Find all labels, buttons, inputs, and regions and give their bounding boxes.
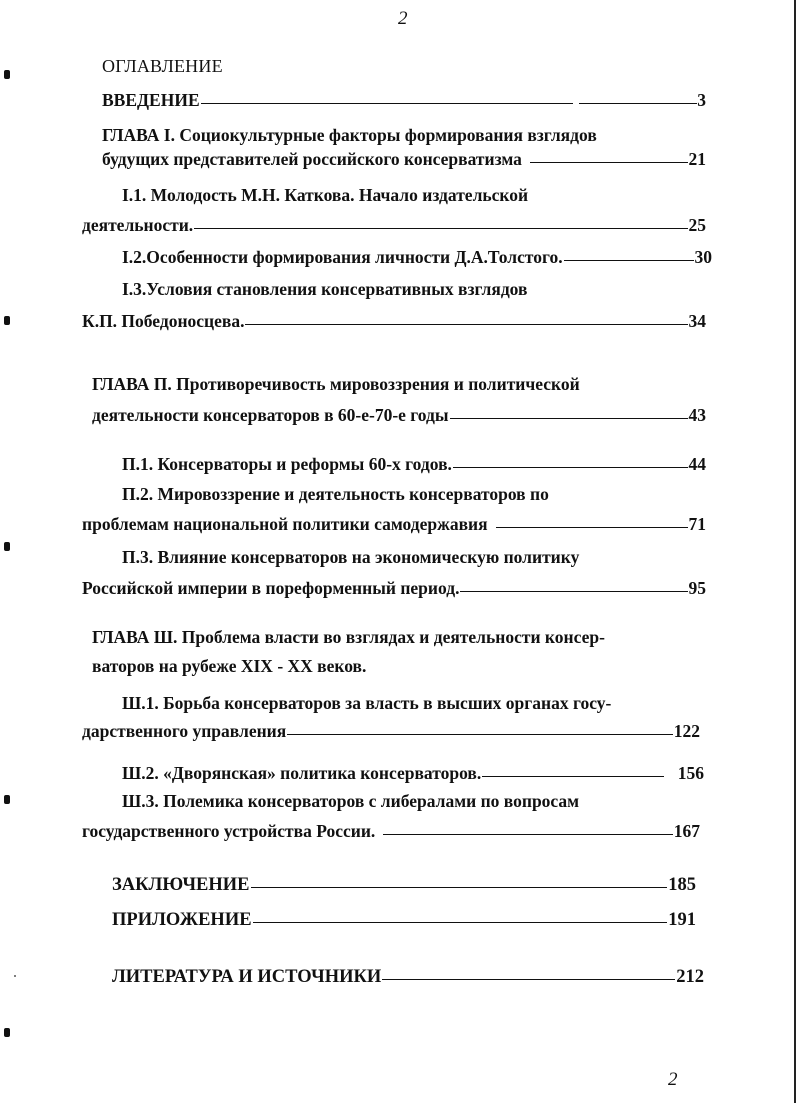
toc-entry-section-2-2[interactable] — [82, 514, 706, 535]
section-1-1-title-line1: I.1. Молодость М.Н. Каткова. Начало издательской — [122, 185, 529, 205]
toc-entry-conclusion[interactable] — [112, 875, 696, 896]
leader-line — [382, 979, 675, 980]
binding-hole-mark — [4, 795, 10, 804]
toc-entry-title: ПРИЛОЖЕНИЕ — [112, 910, 252, 930]
section-1-3-title-line1: I.3.Условия становления консервативных взглядов — [122, 279, 528, 299]
toc-page-number: 71 — [688, 514, 706, 534]
chapter-1-title-line1: ГЛАВА I. Социокультурные факторы формирования взглядов — [102, 125, 597, 145]
page-number-bottom: 2 — [668, 1069, 678, 1090]
leader-line — [194, 228, 687, 229]
toc-page-number: 21 — [688, 149, 706, 169]
toc-page-number: 167 — [673, 821, 700, 841]
section-2-3-title-line1: П.3. Влияние консерваторов на экономическую политику — [122, 547, 580, 567]
toc-page-number: 156 — [677, 763, 704, 783]
toc-page-number: 34 — [688, 311, 706, 331]
toc-heading: ОГЛАВЛЕНИЕ — [102, 56, 223, 76]
leader-line — [245, 324, 687, 325]
leader-line — [496, 527, 688, 528]
leader-line — [453, 467, 688, 468]
toc-entry-title: I.2.Особенности формирования личности Д.А.Толстого. — [122, 247, 563, 267]
toc-entry-section-3-3[interactable] — [82, 821, 700, 842]
section-2-2-title-line1: П.2. Мировоззрение и деятельность консерваторов по — [122, 484, 549, 504]
leader-line — [460, 591, 687, 592]
toc-page-number: 122 — [673, 721, 700, 741]
leader-line — [253, 922, 668, 923]
toc-page-number: 3 — [697, 90, 706, 110]
toc-entry-chapter-2[interactable] — [92, 405, 706, 426]
toc-entry-title: ЗАКЛЮЧЕНИЕ — [112, 875, 250, 895]
leader-line — [530, 162, 688, 163]
chapter-3-title-line1: ГЛАВА Ш. Проблема власти во взглядах и деятельности консер- — [92, 627, 605, 647]
toc-entry-title: дарственного управления — [82, 721, 287, 741]
leader-line — [450, 418, 688, 419]
scan-speck — [14, 975, 16, 977]
leader-line — [579, 103, 697, 104]
toc-entry-title: деятельности. — [82, 215, 194, 235]
toc-entry-title: ЛИТЕРАТУРА И ИСТОЧНИКИ — [112, 967, 382, 987]
toc-entry-title: ВВЕДЕНИЕ — [102, 90, 200, 110]
toc-entry-title: деятельности консерваторов в 60-е-70-е годы — [92, 405, 449, 425]
toc-page-number: 95 — [688, 578, 706, 598]
toc-entry-title: П.1. Консерваторы и реформы 60-х годов. — [122, 454, 452, 474]
toc-entry-section-3-1[interactable] — [82, 721, 700, 742]
toc-page-number: 44 — [688, 454, 706, 474]
leader-line — [564, 260, 694, 261]
binding-hole-mark — [4, 1028, 10, 1037]
toc-entry-literature[interactable] — [112, 967, 704, 988]
toc-entry-appendix[interactable] — [112, 910, 696, 931]
toc-entry-intro[interactable] — [102, 90, 706, 111]
toc-entry-chapter-1[interactable] — [102, 149, 706, 170]
binding-hole-mark — [4, 542, 10, 551]
toc-entry-section-1-2[interactable] — [122, 247, 712, 268]
section-3-3-title-line1: Ш.3. Полемика консерваторов с либералами по вопросам — [122, 791, 580, 811]
section-3-1-title-line1: Ш.1. Борьба консерваторов за власть в высших органах госу- — [122, 693, 612, 713]
leader-line — [251, 887, 668, 888]
toc-entry-title: Ш.2. «Дворянская» политика консерваторов. — [122, 763, 482, 783]
page-number-top: 2 — [398, 8, 408, 29]
leader-line — [287, 734, 673, 735]
toc-page-number: 30 — [694, 247, 712, 267]
toc-entry-section-1-3[interactable] — [82, 311, 706, 332]
toc-page-number: 191 — [668, 910, 696, 930]
binding-hole-mark — [4, 70, 10, 79]
toc-entry-title: будущих представителей российского консерватизма — [102, 149, 522, 169]
chapter-2-title-line1: ГЛАВА П. Противоречивость мировоззрения и политической — [92, 374, 580, 394]
leader-line — [201, 103, 574, 104]
toc-page-number: 212 — [676, 967, 704, 987]
toc-entry-section-1-1[interactable] — [82, 215, 706, 236]
chapter-3-title-line2[interactable]: ваторов на рубеже XIX - XX веков. — [92, 656, 367, 676]
toc-entry-title: К.П. Победоносцева. — [82, 311, 245, 331]
toc-page-number: 25 — [688, 215, 706, 235]
scan-edge-line — [794, 0, 796, 1103]
toc-entry-title: проблемам национальной политики самодержавия — [82, 514, 488, 534]
toc-entry-section-2-1[interactable] — [122, 454, 706, 475]
toc-page-number: 43 — [688, 405, 706, 425]
toc-entry-title: Российской империи в пореформенный период. — [82, 578, 460, 598]
toc-entry-section-3-2[interactable] — [122, 763, 704, 784]
toc-entry-section-2-3[interactable] — [82, 578, 706, 599]
toc-entry-title: государственного устройства России. — [82, 821, 376, 841]
leader-line — [383, 834, 672, 835]
binding-hole-mark — [4, 316, 10, 325]
toc-page-number: 185 — [668, 875, 696, 895]
leader-line — [482, 776, 664, 777]
